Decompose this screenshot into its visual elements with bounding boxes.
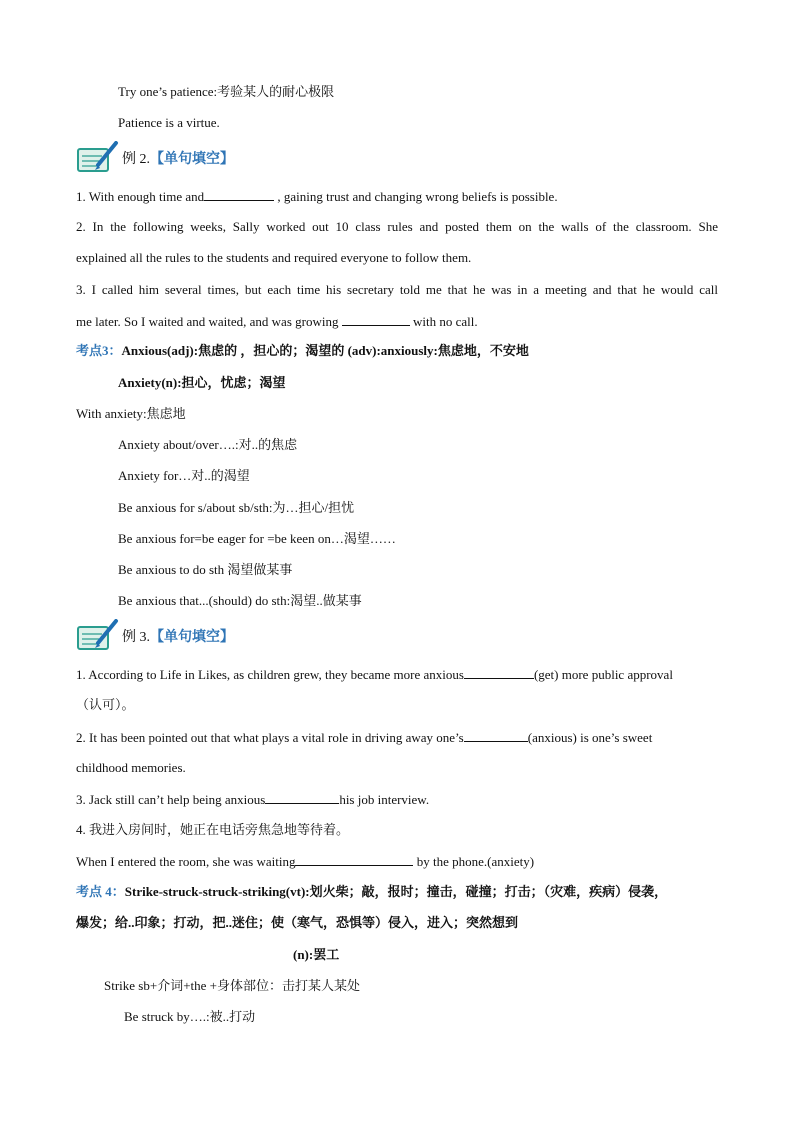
- point-3-item: Anxiety for…对..的渴望: [118, 468, 250, 483]
- ex2-question-1: 1. With enough time and , gaining trust and changing wrong beliefs is possible.: [76, 189, 558, 204]
- patience-phrase: Try one’s patience:考验某人的耐心极限: [118, 84, 335, 99]
- ex3-question-4: 4. 我进入房间时，她正在电话旁焦急地等待着。: [76, 822, 350, 837]
- point-4-title-cont: 爆发；给..印象；打动，把..迷住；使（寒气，恐惧等）侵入，进入；突然想到: [76, 915, 519, 930]
- point-3-item: Be anxious to do sth 渴望做某事: [118, 562, 293, 577]
- point-4-item: Be struck by….:被..打动: [124, 1009, 256, 1024]
- point-4-noun: (n):罢工: [293, 947, 340, 962]
- point-3-noun: Anxiety(n):担心，忧虑；渴望: [118, 375, 286, 390]
- ex3-question-1c: （认可）。: [76, 697, 135, 712]
- point-3-title: 考点3：Anxious(adj):焦虑的 ，担心的；渴望的 (adv):anxiously:焦虑地，不安地: [76, 343, 529, 358]
- point-3-item: Be anxious that...(should) do sth:渴望..做某事: [118, 593, 362, 608]
- ex3-question-1: 1. According to Life in Likes, as children grew, they became more anxious (get) more public approval: [76, 667, 673, 682]
- point-4-title: 考点 4：Strike-struck-struck-striking(vt):划火柴；敲，报时；撞击，碰撞；打击；（灾难，疾病）侵袭，: [76, 884, 668, 899]
- example-2-number: 例 2.: [122, 152, 150, 167]
- answer-blank[interactable]: [464, 666, 534, 679]
- example-3-number: 例 3.: [122, 630, 150, 645]
- example-2-header: [76, 141, 234, 175]
- ex3-question-3: 3. Jack still can’t help being anxious his job interview.: [76, 792, 430, 807]
- notebook-pen-icon: [76, 141, 120, 175]
- point-3-item: Be anxious for s/about sb/sth:为…担心/担忧: [118, 500, 355, 515]
- ex2-question-3a: 3. I called him several times, but each time his secretary told me that he was in a meeting and that he would call: [76, 282, 718, 297]
- point-4-item: Strike sb+介词+the +身体部位：击打某人某处: [104, 978, 360, 993]
- point-3-item: With anxiety:焦虑地: [76, 406, 186, 421]
- ex2-question-2a: 2. In the following weeks, Sally worked out 10 class rules and posted them on the walls of the classroom. She: [76, 219, 718, 234]
- answer-blank[interactable]: [342, 313, 410, 326]
- answer-blank[interactable]: [295, 853, 413, 866]
- patience-proverb: Patience is a virtue.: [118, 115, 220, 130]
- ex2-question-3b: me later. So I waited and waited, and was growing with no call.: [76, 314, 478, 329]
- ex3-question-4-english: When I entered the room, she was waiting by the phone.(anxiety): [76, 854, 535, 869]
- notebook-pen-icon: [76, 619, 120, 653]
- point-3-item: Anxiety about/over….:对..的焦虑: [118, 437, 298, 452]
- ex2-question-2b: explained all the rules to the students and required everyone to follow them.: [76, 250, 472, 265]
- point-3-item: Be anxious for=be eager for =be keen on…渴望……: [118, 531, 396, 546]
- ex3-question-2: 2. It has been pointed out that what plays a vital role in driving away one’s (anxious) is one’s sweet: [76, 730, 653, 745]
- point-4-tag: 考点 4：: [76, 884, 125, 899]
- answer-blank[interactable]: [464, 729, 528, 742]
- example-3-label: 【单句填空】: [150, 630, 234, 645]
- answer-blank[interactable]: [204, 188, 274, 201]
- example-2-label: 【单句填空】: [150, 152, 234, 167]
- answer-blank[interactable]: [265, 791, 339, 804]
- ex3-question-2c: childhood memories.: [76, 760, 186, 775]
- example-3-header: [76, 619, 234, 653]
- point-3-tag: 考点3：: [76, 343, 122, 358]
